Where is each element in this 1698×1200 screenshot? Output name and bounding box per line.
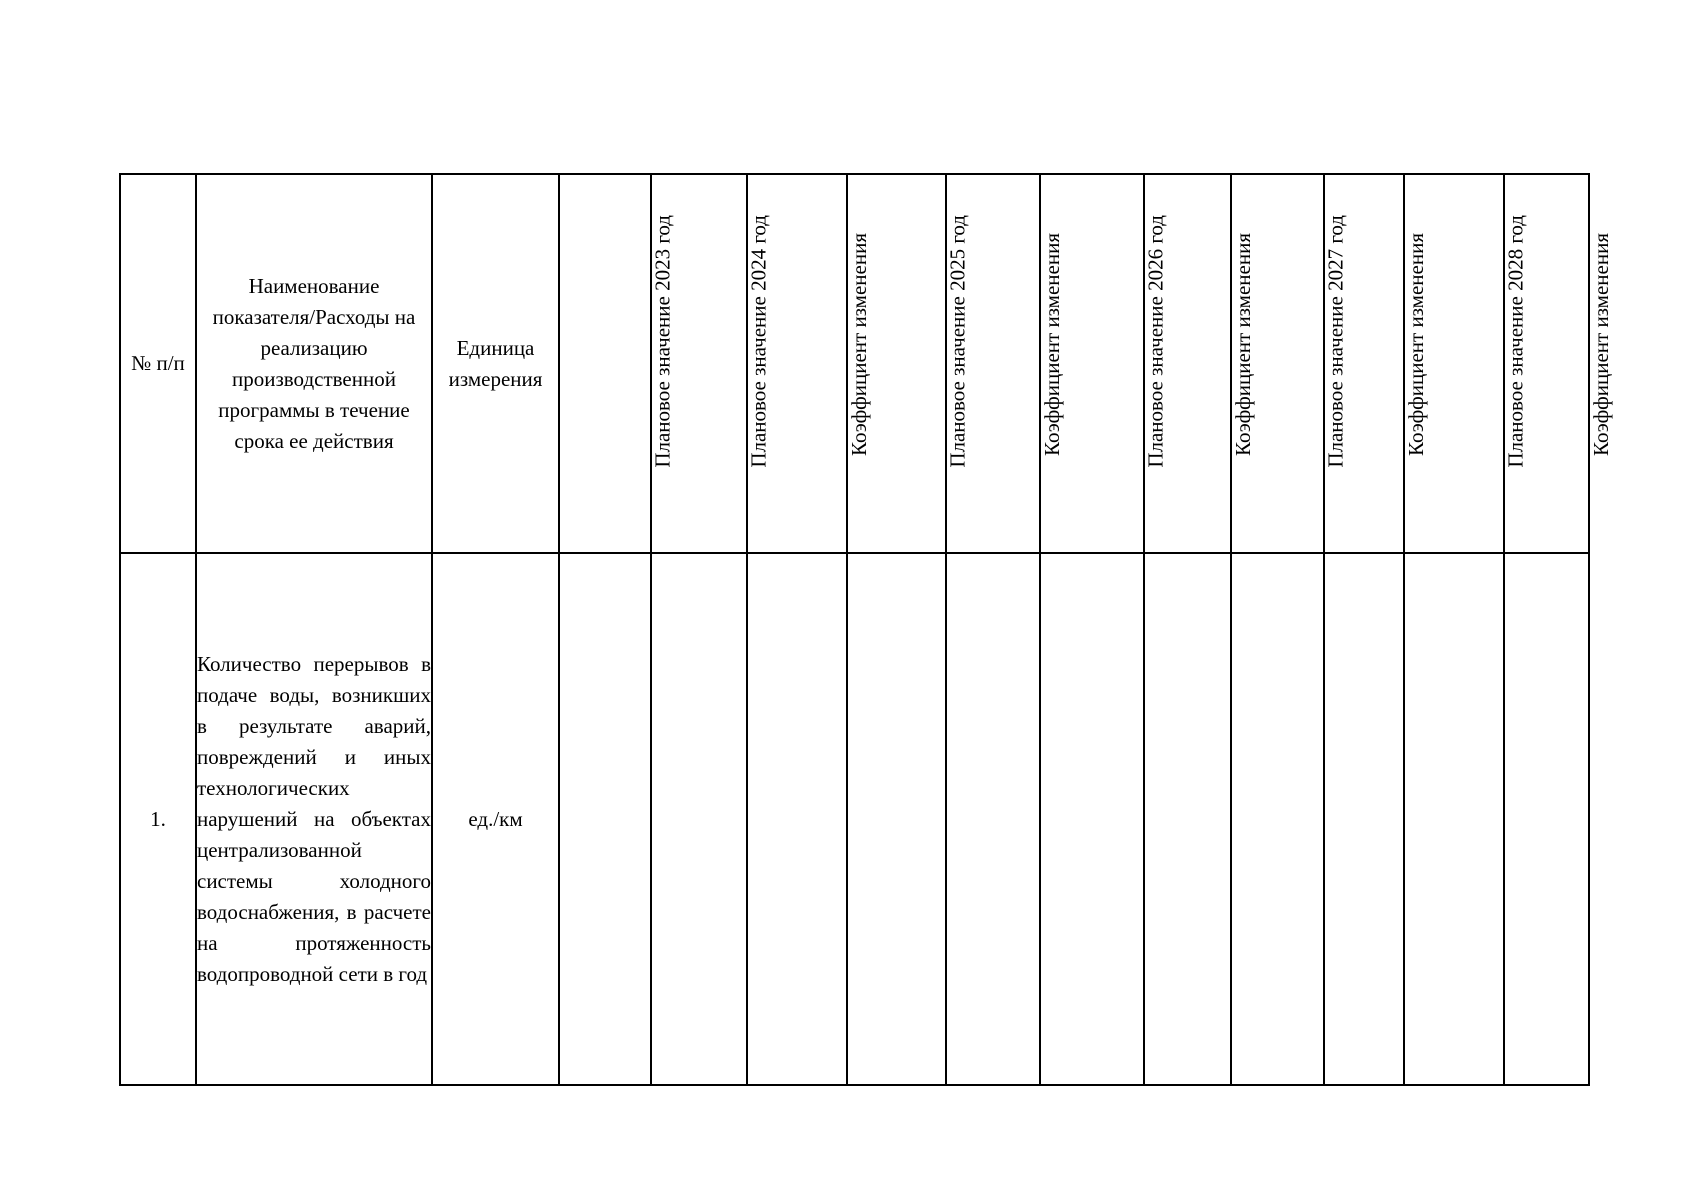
header-plan-2026-label: Плановое значение 2026 год — [1144, 215, 1168, 468]
header-plan-2023-label: Плановое значение 2023 год — [651, 215, 675, 468]
header-plan-2025 — [847, 174, 970, 553]
header-plan-2028 — [1404, 174, 1528, 553]
header-plan-2024-label: Плановое значение 2024 год — [747, 215, 771, 468]
header-coef-2026-label: Коэффициент изменения — [1231, 233, 1255, 456]
table-row — [120, 553, 1589, 1085]
header-unit: Единица измерения — [432, 174, 559, 553]
header-coef-2027-label: Коэффициент изменения — [1404, 233, 1428, 456]
header-plan-2024 — [651, 174, 771, 553]
cell-coef-2026 — [1144, 553, 1231, 1085]
header-number: № п/п — [120, 174, 196, 553]
cell-plan-2027 — [1231, 553, 1324, 1085]
header-coef-2028-label: Коэффициент изменения — [1589, 233, 1613, 456]
row-number: 1. — [120, 553, 196, 1085]
header-coef-2025 — [946, 174, 1064, 553]
header-coef-2024 — [747, 174, 871, 553]
header-plan-2025-label: Плановое значение 2025 год — [946, 215, 970, 468]
cell-plan-2028 — [1404, 553, 1504, 1085]
header-coef-2024-label: Коэффициент изменения — [847, 233, 871, 456]
header-indicator-name: Наименование показателя/Расходы на реализацию производственной программы в течение срока ее действия — [196, 174, 432, 553]
cell-coef-2025 — [946, 553, 1040, 1085]
table-header-row — [120, 174, 1589, 553]
header-coef-2028 — [1504, 174, 1613, 553]
cell-plan-2025 — [847, 553, 946, 1085]
header-plan-2026 — [1040, 174, 1168, 553]
header-coef-2026 — [1144, 174, 1255, 553]
indicators-table — [119, 173, 1613, 1086]
header-plan-2028-label: Плановое значение 2028 год — [1504, 215, 1528, 468]
cell-plan-2023 — [559, 553, 651, 1085]
cell-plan-2024 — [651, 553, 747, 1085]
header-plan-2027-label: Плановое значение 2027 год — [1324, 215, 1348, 468]
row-unit: ед./км — [432, 553, 559, 1085]
header-plan-2027 — [1231, 174, 1348, 553]
cell-coef-2027 — [1324, 553, 1404, 1085]
header-plan-2023 — [559, 174, 675, 553]
header-coef-2027 — [1324, 174, 1428, 553]
header-coef-2025-label: Коэффициент изменения — [1040, 233, 1064, 456]
cell-coef-2028 — [1504, 553, 1589, 1085]
row-indicator-name: Количество перерывов в подаче воды, возникших в результате аварий, повреждений и иных технологических нарушений на объектах централизованной системы холодного водоснабжения, в расчете на протяженность водопроводной сети в год — [196, 553, 432, 1085]
cell-coef-2024 — [747, 553, 847, 1085]
cell-plan-2026 — [1040, 553, 1144, 1085]
